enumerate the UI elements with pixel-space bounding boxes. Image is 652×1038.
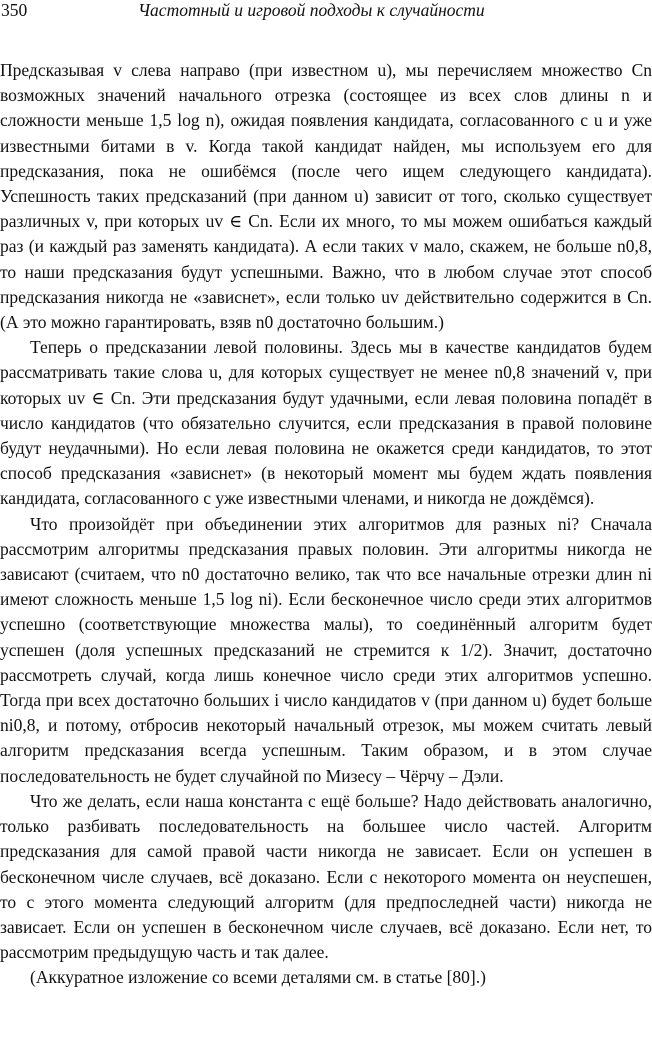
page-number: 350 — [1, 0, 28, 20]
paragraph-1: Предсказывая v слева направо (при известном u), мы перечисляем множество Cn возможных значений начального отрезка (состоящее из всех слов длины n и сложности меньше 1,5 log n), ожидая появления кандидата, согласованного с u и уже известными битами в v. Когда такой кандидат найден, мы используем его для предсказания, пока не ошибёмся (после чего ищем следующего кандидата). Успешность таких предсказаний (при данном u) зависит от того, сколько существует различных v, при которых uv ∈ Cn. Если их много, то мы можем ошибаться каждый раз (и каждый раз заменять кандидата). А если таких v мало, скажем, не больше n0,8, то наши предсказания будут успешными. Важно, что в любом случае этот способ предсказания никогда не «зависнет», если только uv действительно содержится в Cn. (А это можно гарантировать, взяв n0 достаточно большим.) — [0, 60, 652, 333]
body-text — [0, 58, 652, 991]
paragraph-3: Что произойдёт при объединении этих алгоритмов для разных ni? Сначала рассмотрим алгоритмы предсказания правых половин. Эти алгоритмы никогда не зависают (считаем, что n0 достаточно велико, так что все начальные отрезки длин ni имеют сложность меньше 1,5 log ni). Если бесконечное число среди этих алгоритмов успешно (соответствующие множества малы), то соединённый алгоритм будет успешен (доля успешных предсказаний не стремится к 1/2). Значит, достаточно рассмотреть случай, когда лишь конечное число среди этих алгоритмов успешно. Тогда при всех достаточно больших i число кандидатов v (при данном u) будет больше ni0,8, и потому, отбросив некоторый начальный отрезок, мы можем считать левый алгоритм предсказания всегда успешным. Таким образом, и в этом случае последовательность не будет случайной по Мизесу – Чёрчу – Дэли. — [0, 513, 652, 786]
paragraph-2: Теперь о предсказании левой половины. Здесь мы в качестве кандидатов будем рассматривать такие слова u, для которых существует не менее n0,8 значений v, при которых uv ∈ Cn. Эти предсказания будут удачными, если левая половина попадёт в число кандидатов (что обязательно случится, если предсказания в правой половине будут неудачными). Но если левая половина не окажется среди кандидатов, то этот способ предсказания «зависнет» (в некоторый момент мы будем ждать появления кандидата, согласованного с уже известными членами, и никогда не дождёмся). — [0, 337, 652, 509]
paragraph-5: (Аккуратное изложение со всеми деталями см. в статье [80].) — [30, 967, 486, 988]
page-header — [0, 0, 652, 22]
paragraph-4: Что же делать, если наша константа c ещё больше? Надо действовать аналогично, только разбивать последовательность на большее число частей. Алгоритм предсказания для самой правой части никогда не зависает. Если он успешен в бесконечном числе случаев, всё доказано. Если с некоторого момента он неуспешен, то с этого момента следующий алгоритм (для предпоследней части) никогда не зависает. Если он успешен в бесконечном числе случаев, всё доказано. Если нет, то рассмотрим предыдущую часть и так далее. — [0, 790, 652, 963]
running-title: Частотный и игровой подходы к случайности — [138, 0, 485, 20]
